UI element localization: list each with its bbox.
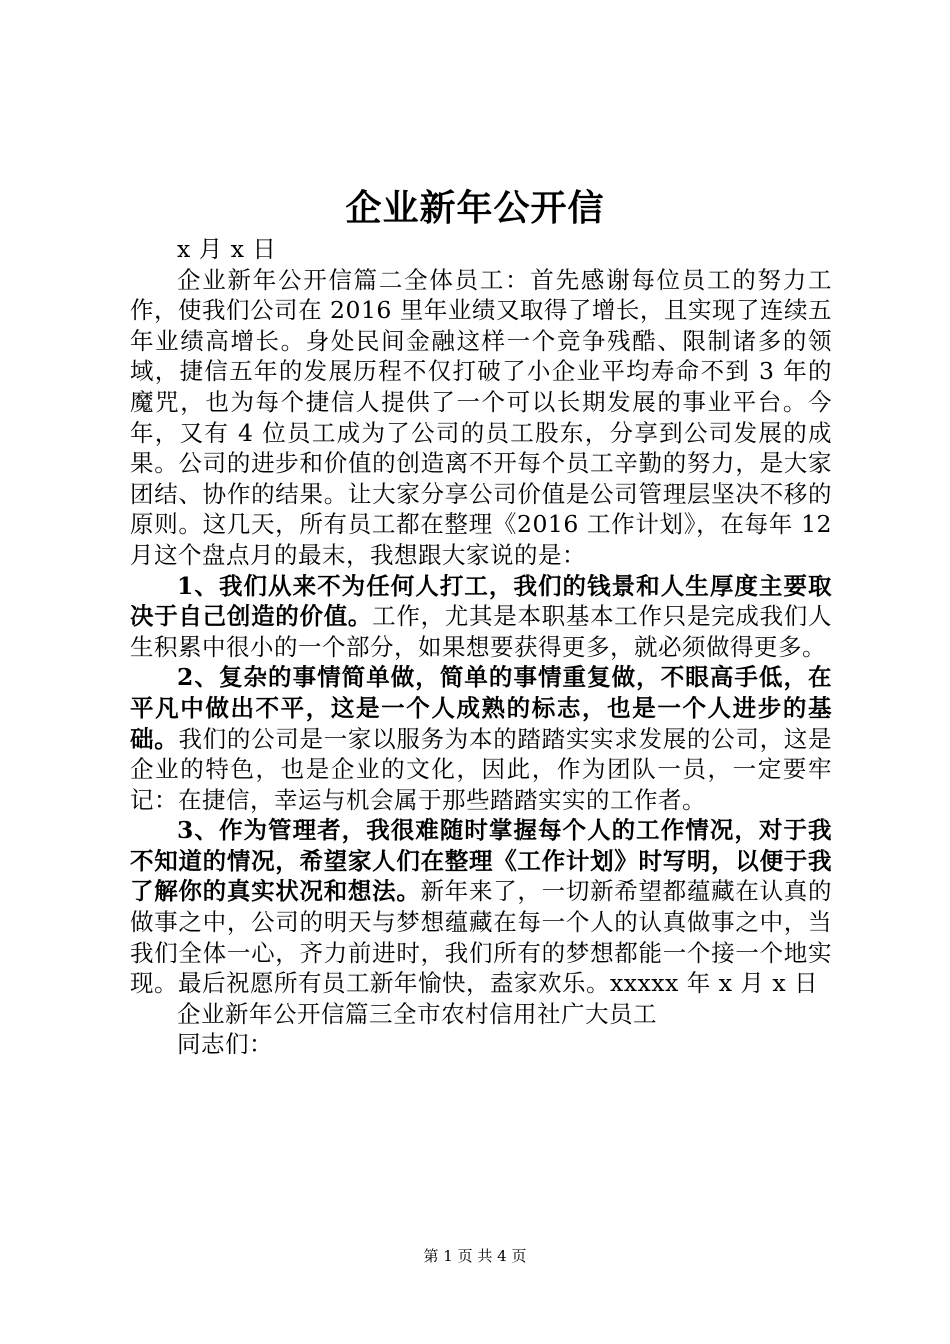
page-footer: 第 1 页 共 4 页 [423,1247,527,1265]
point-1-emphasis: 1、我们从来不为任何人打工，我们的钱景和人生厚度主要取决于自己创造的价值。 [130,571,832,631]
point-2-emphasis: 2、复杂的事情简单做，简单的事情重复做，不眼高手低，在平凡中做出不平，这是一个人成熟的标志，也是一个人进步的基础。 [130,663,832,753]
point-2-text: 我们的公司是一家以服务为本的踏踏实实求发展的公司，这是企业的特色，也是企业的文化，因此，作为团队一员，一定要牢记：在捷信，幸运与机会属于那些踏踏实实的工作者。 [130,724,833,814]
paragraph-point-1 [130,571,832,663]
paragraph-intro: 企业新年公开信篇二全体员工：首先感谢每位员工的努力工作，使我们公司在 2016 里年业绩又取得了增长，且实现了连续五年业绩高增长。身处民间金融这样一个竞争残酷、限制诸多的领域，捷信五年的发展历程不仅打破了小企业平均寿命不到 3 年的魔咒，也为每个捷信人提供了一个可以长期发展的事业平台。今年，又有 4 位员工成为了公司的员工股东，分享到公司发展的成果。公司的进步和价值的创造离不开每个员工辛勤的努力，是大家团结、协作的结果。让大家分享公司价值是公司管理层坚决不移的原则。这几天，所有员工都在整理《2016 工作计划》，在每年 12 月这个盘点月的最末，我想跟大家说的是： [130,265,832,569]
document-body [130,234,832,1060]
point-3-text: 新年来了，一切新希望都蕴藏在认真的做事之中，公司的明天与梦想蕴藏在每一个人的认真做事之中，当我们全体一心，齐力前进时，我们所有的梦想都能一个接一个地实现。最后祝愿所有员工新年愉快，盍家欢乐。xxxxx 年 x 月 x 日 [130,877,833,998]
point-1-text: 工作，尤其是本职基本工作只是完成我们人生积累中很小的一个部分，如果想要获得更多，就必须做得更多。 [130,602,833,661]
date-line: x 月 x 日 [177,235,277,263]
paragraph-next-letter: 企业新年公开信篇三全市农村信用社广大员工 [177,999,657,1028]
point-3-emphasis: 3、作为管理者，我很难随时掌握每个人的工作情况，对于我不知道的情况，希望家人们在整理《工作计划》时写明，以便于我了解你的真实状况和想法。 [130,816,832,906]
salutation: 同志们： [177,1030,273,1059]
paragraph-point-3 [130,815,832,999]
paragraph-point-2 [130,662,832,815]
document-title: 企业新年公开信 [345,187,605,229]
